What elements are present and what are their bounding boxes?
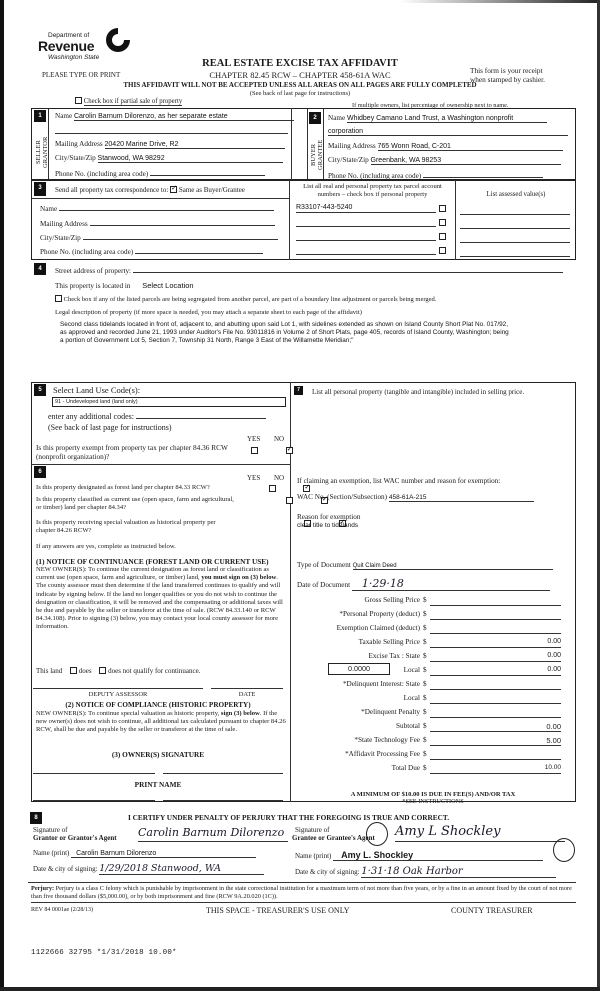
additional-codes-field[interactable] (136, 411, 266, 419)
treasurer-stamp: 1122666 32795 *1/31/2018 10.00* (31, 949, 177, 957)
seller-city-row: City/State/Zip Stanwood, WA 98292 (55, 154, 283, 163)
tax-row-label: Local (403, 694, 420, 702)
dor-logo (38, 32, 133, 68)
grantor-date-field[interactable]: 1/29/2018 Stanwood, WA (99, 863, 264, 875)
excise-tax-local-field[interactable]: 0.00 (430, 666, 561, 676)
county-treasurer: COUNTY TREASURER (451, 906, 533, 915)
seller-side-label: SELLER GRANTOR (35, 136, 49, 169)
print-name-line-2[interactable] (163, 800, 283, 801)
doc-type-field[interactable]: Quit Claim Deed (353, 563, 553, 570)
wac-number-field[interactable]: 458-61A-215 (389, 494, 534, 502)
assessed-value-field[interactable] (460, 247, 570, 257)
grantor-name-field[interactable]: Carolin Barnum Dilorenzo (71, 850, 256, 858)
gross-selling-price-field[interactable] (430, 596, 561, 606)
delinquent-penalty-field[interactable] (430, 708, 561, 718)
treasurer-use: THIS SPACE - TREASURER'S USE ONLY (206, 906, 350, 915)
grantee-date-row: Date & city of signing: 1·31·18 Oak Harbor (295, 866, 556, 878)
assessor-date-line[interactable] (211, 688, 283, 689)
buyer-name-field[interactable]: Whidbey Camano Land Trust, a Washington nonprofit (347, 115, 547, 123)
dollar-sign: $ (423, 750, 427, 758)
land-use-select[interactable]: 91 - Undeveloped land (land only) (52, 397, 286, 407)
land-use-label: Select Land Use Code(s): (53, 385, 141, 395)
buyer-name-row2 (328, 127, 568, 136)
personal-property-checkbox[interactable] (439, 233, 446, 240)
dollar-sign: $ (423, 624, 427, 632)
owner-signature-line-1[interactable] (33, 773, 155, 774)
personal-property-deduct-field[interactable] (430, 610, 561, 620)
owner-signature-label: (3) OWNER(S) SIGNATURE (111, 750, 205, 759)
personal-property-checkbox[interactable] (439, 219, 446, 226)
dollar-sign: $ (423, 722, 427, 730)
dollar-sign: $ (423, 764, 427, 772)
legal-label: Legal description of property (if more space is needed, you may attach a separate sheet to each page of the affidavit) (55, 309, 362, 316)
buyer-mailing-row: Mailing Address 765 Wonn Road, C-201 (328, 142, 563, 151)
corr-name-row: Name (40, 203, 274, 213)
parcel-row (296, 246, 450, 256)
deputy-assessor-line[interactable] (33, 688, 203, 689)
tax-row-label: Local (403, 666, 420, 674)
same-as-buyer-checkbox[interactable] (170, 186, 177, 193)
multiple-owners-note: If multiple owners, list percentage of ownership next to name. (352, 102, 509, 109)
seller-phone-row: Phone No. (including area code) (55, 168, 265, 178)
parcel-row (296, 204, 450, 214)
corr-city-field[interactable] (83, 232, 278, 240)
location-row: This property is located in Select Location (55, 281, 194, 290)
does-not-qualify-checkbox[interactable] (99, 667, 106, 674)
exempt-question: Is this property exempt from property tax per chapter 84.36 RCW (nonprofit organization)? (36, 443, 228, 461)
corr-mailing-row: Mailing Address (40, 218, 275, 228)
buyer-side-label: BUYER GRANTEE (310, 139, 324, 170)
grantor-sig-label2: Grantor or Grantor's Agent (33, 834, 117, 842)
receipt-line2: when stamped by cashier. (470, 75, 545, 84)
see-instructions: *SEE INSTRUCTIONS (402, 798, 464, 805)
grantor-sig-label1: Signature of (33, 826, 68, 834)
buyer-name-field-line2[interactable]: corporation (328, 128, 568, 136)
section-6-badge: 6 (34, 466, 46, 478)
form-title: REAL ESTATE EXCISE TAX AFFIDAVIT (202, 58, 398, 69)
buyer-phone-field[interactable] (423, 170, 543, 178)
scan-edge (0, 987, 600, 991)
buyer-city-field[interactable]: Greenbank, WA 98253 (371, 157, 561, 165)
no-header: NO (274, 435, 285, 443)
perjury-notice: Perjury: Perjury is a class C felony which is punishable by imprisonment in the state correctional institution for a maximum term of not more than five years, or by a fine in an amount fixed by the court of not more than five thousand dollars ($5,000.00), or by both imprisonment and fine (RCW 9A.20.020 (1C)). (31, 885, 576, 903)
doc-date-field[interactable]: 1·29·18 (352, 577, 550, 591)
see-back-note: (See back of last page for instructions) (249, 90, 351, 97)
grantor-signature-field[interactable]: Carolin Barnum Dilorenzo (138, 826, 288, 842)
assessor-date-label: DATE (238, 691, 256, 698)
seller-city-field[interactable]: Stanwood, WA 98292 (98, 155, 283, 163)
taxable-selling-price-field[interactable]: 0.00 (430, 638, 561, 648)
agent-circle-mark (366, 822, 388, 846)
grantee-signature-field[interactable]: Amy L Shockley (395, 824, 565, 842)
tax-row-label: Subtotal (396, 722, 420, 730)
partial-sale-checkbox[interactable] (75, 97, 82, 104)
excise-tax-state-field[interactable]: 0.00 (430, 652, 561, 662)
corr-city-row: City/State/Zip (40, 232, 278, 242)
if-yes-note: If any answers are yes, complete as instructed below. (36, 543, 176, 550)
section-7-badge: 7 (294, 386, 303, 395)
dollar-sign: $ (423, 736, 427, 744)
scan-edge (0, 0, 4, 991)
tax-row-label: *Delinquent Penalty (361, 708, 420, 716)
location-select[interactable]: Select Location (142, 281, 194, 290)
assessed-value-field[interactable] (460, 233, 570, 243)
certify-heading: I CERTIFY UNDER PENALTY OF PERJURY THAT THE FOREGOING IS TRUE AND CORRECT. (128, 813, 450, 822)
corr-phone-field[interactable] (135, 246, 263, 254)
street-address-row: Street address of property: (55, 265, 563, 275)
dollar-sign: $ (423, 680, 427, 688)
seller-mailing-field[interactable]: 20420 Marine Drive, R2 (105, 141, 285, 149)
dollar-sign: $ (423, 638, 427, 646)
doc-date-row: Date of Document 1·29·18 (297, 577, 550, 591)
assessed-value-field[interactable] (460, 219, 570, 229)
segregated-checkbox[interactable] (55, 295, 62, 302)
seller-phone-field[interactable] (150, 168, 265, 176)
no-header-6: NO (274, 474, 285, 482)
logo-line1: Department of (48, 32, 90, 39)
subtotal-field[interactable]: 0.00 (430, 722, 561, 732)
tax-row-label: Excise Tax : State (368, 652, 420, 660)
warning-text: THIS AFFIDAVIT WILL NOT BE ACCEPTED UNLESS ALL AREAS ON ALL PAGES ARE FULLY COMPLETED (123, 81, 477, 89)
section-1-badge: 1 (34, 110, 46, 122)
segregated-row: Check box if any of the listed parcels are being segregated from another parcel, are part of a boundary line adjustment or parcels being merged. (55, 295, 436, 303)
section-8-badge: 8 (30, 812, 42, 824)
forest-question: Is this property designated as forest land per chapter 84.33 RCW? (36, 484, 210, 491)
forest-yes-checkbox[interactable] (269, 485, 276, 492)
exemption-label: If claiming an exemption, list WAC number and reason for exemption: (297, 477, 501, 485)
section-2-badge: 2 (309, 112, 321, 124)
correspondence-row: Send all property tax correspondence to: ✓ Same as Buyer/Grantee (55, 186, 245, 194)
parcel-number-field[interactable]: R33107-443-5240 (296, 204, 436, 213)
parcel-row (296, 232, 450, 242)
yes-header: YES (247, 435, 261, 443)
tax-row-label: Gross Selling Price (364, 596, 420, 604)
tax-table (292, 596, 574, 776)
current-use-question: Is this property classified as current use (open space, farm and agricultural, or timber) land per chapter 84.34? (36, 496, 234, 511)
forest-no-checkbox[interactable] (303, 485, 310, 492)
land-use-see-back: (See back of last page for instructions) (48, 423, 172, 432)
print-name-line-1[interactable] (33, 800, 155, 801)
personal-property-label: List all personal property (tangible and intangible) included in selling price. (312, 388, 525, 396)
tax-row-label: *Personal Property (deduct) (339, 610, 420, 618)
grantee-name-row: Name (print) Amy L. Shockley (295, 850, 543, 861)
rev-number: REV 84 0001ae (2/28/13) (31, 907, 94, 913)
owner-signature-line-2[interactable] (163, 773, 283, 774)
grantee-sig-label1: Signature of (295, 826, 330, 834)
dollar-sign: $ (423, 708, 427, 716)
state-technology-fee-field[interactable]: 5.00 (430, 736, 561, 746)
grantor-date-row: Date & city of signing: 1/29/2018 Stanwood, WA (33, 863, 264, 875)
section-3-badge: 3 (34, 182, 46, 196)
minimum-note: A MINIMUM OF $10.00 IS DUE IN FEE(S) AND/OR TAX (350, 791, 516, 798)
tax-row-label: Exemption Claimed (deduct) (336, 624, 420, 632)
corr-phone-row: Phone No. (including area code) (40, 246, 263, 256)
scan-edge (400, 0, 600, 3)
deputy-assessor-label: DEPUTY ASSESSOR (88, 691, 148, 698)
exempt-no-checkbox[interactable] (286, 447, 293, 454)
partial-sale-row[interactable] (75, 97, 182, 106)
historical-question: Is this property receiving special valuation as historical property per chapter 84.26 RCW? (36, 519, 216, 534)
partial-sale-label: Check box if partial sale of property (83, 98, 183, 105)
personal-property-checkbox[interactable] (439, 247, 446, 254)
corr-mailing-field[interactable] (90, 218, 275, 226)
personal-property-checkbox[interactable] (439, 205, 446, 212)
local-rate-field[interactable]: 0.0000 (328, 663, 390, 675)
parcel-number-field[interactable] (296, 218, 436, 227)
total-due-field[interactable]: 10.00 (430, 764, 561, 774)
dollar-sign: $ (423, 652, 427, 660)
logo-line3: Washington State (48, 54, 100, 61)
additional-codes-row: enter any additional codes: (48, 411, 266, 421)
reason-label: Reason for exemption (297, 513, 361, 521)
parcel-row (296, 218, 450, 228)
dor-swirl-icon (104, 26, 132, 54)
assessed-header: List assessed value(s) (486, 191, 546, 198)
delinquent-interest-state-field[interactable] (430, 680, 561, 690)
grantee-date-field[interactable]: 1·31·18 Oak Harbor (361, 866, 556, 878)
legal-description[interactable]: Second class tidelands located in front of, adjacent to, and abutting upon said Lot 1, with sidelines extended as shown on Island County Short Plat No. 017/92, as approved and recorded June 21, 1993 under Auditor's File No. 93011816 in Volume 2 of Short Plats, page 405, records of Island County, Washington; being a portion of Government Lot 5, Section 7, Township 31 North, Range 3 East of the Willamette Meridian;" (60, 321, 509, 344)
notice1-body: NEW OWNER(S): To continue the current designation as forest land or classification as current use (open space, farm and agriculture, or timber) land, you must sign on (3) below. The county assessor must then determine if the land transferred continues to qualify and will indicate by signing below. If the land no longer qualifies or you do not wish to continue the designation or classification, it will be removed and the compensating or additional taxes will be due and payable by the seller or transferor at the time of sale. (RCW 84.33.140 or RCW 84.34.108). Prior to signing (3) below, you may contact your local county assessor for more information. (36, 566, 283, 631)
form-subtitle: CHAPTER 82.45 RCW – CHAPTER 458-61A WAC (209, 70, 391, 80)
grantee-sig-label2: Grantee or Grantee's Agent (292, 834, 375, 842)
seller-name-field[interactable]: Carolin Barnum Dilorenzo, as her separate estate (74, 113, 294, 121)
street-address-field[interactable] (133, 265, 563, 273)
print-name-label: PRINT NAME (134, 780, 182, 789)
affidavit-processing-fee-field[interactable] (430, 750, 561, 760)
buyer-city-row: City/State/Zip Greenbank, WA 98253 (328, 156, 561, 165)
section-5-badge: 5 (34, 384, 46, 396)
tax-row-label: *Affidavit Processing Fee (345, 750, 420, 758)
delinquent-interest-local-field[interactable] (430, 694, 561, 704)
parcel-number-field[interactable] (296, 232, 436, 241)
exemption-claimed-field[interactable] (430, 624, 561, 634)
tax-row-label: Taxable Selling Price (358, 638, 420, 646)
logo-line2: Revenue (38, 38, 95, 54)
buyer-name-row: Name Whidbey Camano Land Trust, a Washington nonprofit (328, 114, 547, 123)
does-qualify-checkbox[interactable] (70, 667, 77, 674)
wac-row: WAC No. (Section/Subsection) 458-61A-215 (297, 493, 534, 502)
section-4-badge: 4 (34, 263, 46, 275)
parcel-number-field[interactable] (296, 246, 436, 255)
dollar-sign: $ (423, 666, 427, 674)
signature-loop-mark (553, 838, 575, 862)
corr-name-field[interactable] (59, 203, 274, 211)
grantor-name-row: Name (print) Carolin Barnum Dilorenzo (33, 849, 256, 858)
please-print: PLEASE TYPE OR PRINT (42, 71, 121, 79)
receipt-line1: This form is your receipt (470, 66, 543, 75)
dollar-sign: $ (423, 610, 427, 618)
tax-row-label: *State Technology Fee (354, 736, 420, 744)
dollar-sign: $ (423, 596, 427, 604)
current-use-yes-checkbox[interactable] (286, 497, 293, 504)
notice1-title: (1) NOTICE OF CONTINUANCE (FOREST LAND OR CURRENT USE) (36, 557, 269, 566)
doc-type-row: Type of Document Quit Claim Deed (297, 561, 553, 570)
yes-header-6: YES (247, 474, 261, 482)
reason-value[interactable]: clear title to tidelands (297, 522, 359, 529)
dollar-sign: $ (423, 694, 427, 702)
seller-name-row: Name Carolin Barnum Dilorenzo, as her separate estate (55, 112, 294, 121)
tax-row-label: Total Due (391, 764, 420, 772)
seller-mailing-row: Mailing Address 20420 Marine Drive, R2 (55, 140, 285, 149)
assessed-value-field[interactable] (460, 205, 570, 215)
continuance-row: This land does does not qualify for continuance. (36, 667, 201, 675)
buyer-mailing-field[interactable]: 765 Wonn Road, C-201 (378, 143, 563, 151)
notice2-body: NEW OWNER(S): To continue special valuation as historic property, sign (3) below. If the new owner(s) does not wish to continue, all additional tax calculated pursuant to chapter 84.26 RCW, shall be due and payable by the seller or transferor at the time of sale. (36, 710, 286, 734)
parcels-header: List all real and personal property tax parcel account numbers – check box if personal property (303, 183, 442, 198)
exempt-yes-checkbox[interactable] (251, 447, 258, 454)
grantee-name-field[interactable]: Amy L. Shockley (333, 850, 543, 861)
tax-row-label: *Delinquent Interest: State (342, 680, 420, 688)
notice2-title: (2) NOTICE OF COMPLIANCE (HISTORIC PROPERTY) (65, 701, 251, 709)
buyer-phone-row: Phone No. (including area code) (328, 170, 543, 180)
